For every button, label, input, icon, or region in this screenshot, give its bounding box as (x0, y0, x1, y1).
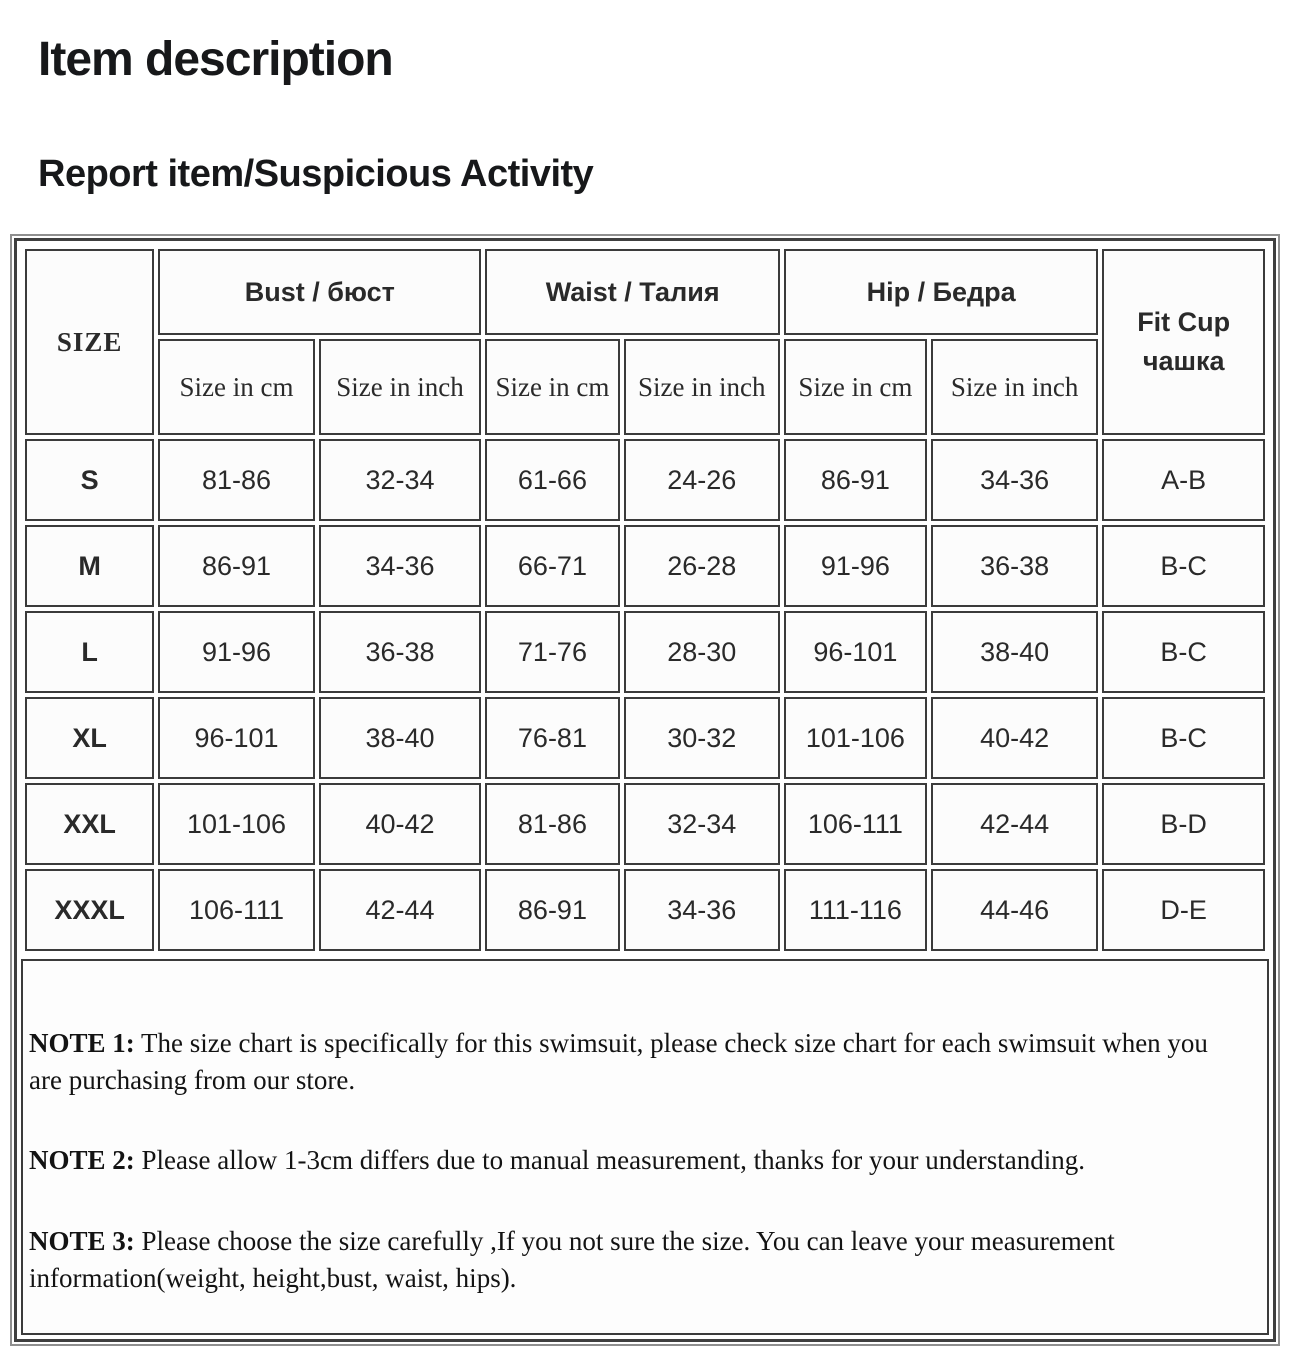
fit-cup-cell: D-E (1102, 869, 1265, 951)
table-row (25, 611, 1265, 693)
waist-cm-cell: 86-91 (485, 869, 619, 951)
note-3-label: NOTE 3: (29, 1226, 135, 1257)
hip-inch-cell: 40-42 (931, 697, 1099, 779)
table-row (25, 697, 1265, 779)
waist-group-header: Waist / Талия (485, 249, 780, 335)
bust-inch-cell: 38-40 (319, 697, 482, 779)
waist-inch-cell: 26-28 (624, 525, 780, 607)
hip-cm-cell: 106-111 (784, 783, 927, 865)
waist-cm-cell: 76-81 (485, 697, 619, 779)
waist-cm-cell: 81-86 (485, 783, 619, 865)
waist-cm-cell: 61-66 (485, 439, 619, 521)
hip-inch-header: Size in inch (931, 339, 1099, 435)
bust-inch-cell: 42-44 (319, 869, 482, 951)
note-1 (29, 1025, 1237, 1098)
waist-inch-cell: 30-32 (624, 697, 780, 779)
bust-inch-header: Size in inch (319, 339, 482, 435)
hip-inch-cell: 36-38 (931, 525, 1099, 607)
bust-cm-header: Size in cm (158, 339, 314, 435)
size-table-body (25, 439, 1265, 951)
table-row (25, 783, 1265, 865)
note-2 (29, 1142, 1237, 1179)
hip-cm-cell: 111-116 (784, 869, 927, 951)
description-frame (10, 234, 1280, 1346)
note-1-text: The size chart is specifically for this swimsuit, please check size chart for each swimsuit when you are purchasing from our store. (29, 1028, 1208, 1095)
bust-inch-cell: 36-38 (319, 611, 482, 693)
hip-inch-cell: 38-40 (931, 611, 1099, 693)
waist-cm-header: Size in cm (485, 339, 619, 435)
fit-cup-cell: B-C (1102, 697, 1265, 779)
bust-inch-cell: 32-34 (319, 439, 482, 521)
fit-cup-line2: чашка (1142, 346, 1225, 376)
size-cell: XL (25, 697, 154, 779)
report-item-link[interactable]: Report item/Suspicious Activity (38, 153, 594, 195)
fit-cup-cell: B-C (1102, 611, 1265, 693)
fit-cup-cell: A-B (1102, 439, 1265, 521)
waist-inch-cell: 32-34 (624, 783, 780, 865)
size-corner-header: SIZE (25, 249, 154, 435)
description-frame-inner (14, 238, 1276, 1342)
fit-cup-header (1102, 249, 1265, 435)
bust-cm-cell: 106-111 (158, 869, 314, 951)
bust-group-header: Bust / бюст (158, 249, 481, 335)
note-3 (29, 1223, 1237, 1296)
note-1-label: NOTE 1: (29, 1028, 135, 1058)
page-title: Item description (38, 33, 393, 86)
table-row (25, 869, 1265, 951)
size-cell: XXXL (25, 869, 154, 951)
size-chart-table (21, 245, 1269, 955)
bust-cm-cell: 91-96 (158, 611, 314, 693)
hip-group-header: Hip / Бедра (784, 249, 1098, 335)
sub-header-row (25, 339, 1265, 435)
hip-cm-cell: 91-96 (784, 525, 927, 607)
notes-box (21, 959, 1269, 1335)
hip-inch-cell: 34-36 (931, 439, 1099, 521)
size-cell: S (25, 439, 154, 521)
hip-cm-cell: 96-101 (784, 611, 927, 693)
hip-inch-cell: 44-46 (931, 869, 1099, 951)
fit-cup-line1: Fit Cup (1137, 307, 1231, 337)
bust-inch-cell: 34-36 (319, 525, 482, 607)
note-2-text: Please allow 1-3cm differs due to manual measurement, thanks for your understanding. (134, 1145, 1086, 1176)
table-row (25, 439, 1265, 521)
note-3-text: Please choose the size carefully ,If you not sure the size. You can leave your measurement information(weight, height,bust, waist, hips). (29, 1226, 1115, 1293)
bust-cm-cell: 96-101 (158, 697, 314, 779)
group-header-row (25, 249, 1265, 335)
size-cell: M (25, 525, 154, 607)
waist-inch-cell: 24-26 (624, 439, 780, 521)
table-row (25, 525, 1265, 607)
bust-cm-cell: 86-91 (158, 525, 314, 607)
hip-cm-header: Size in cm (784, 339, 927, 435)
fit-cup-cell: B-C (1102, 525, 1265, 607)
hip-inch-cell: 42-44 (931, 783, 1099, 865)
bust-cm-cell: 101-106 (158, 783, 314, 865)
bust-inch-cell: 40-42 (319, 783, 482, 865)
hip-cm-cell: 101-106 (784, 697, 927, 779)
fit-cup-cell: B-D (1102, 783, 1265, 865)
size-cell: L (25, 611, 154, 693)
waist-cm-cell: 71-76 (485, 611, 619, 693)
hip-cm-cell: 86-91 (784, 439, 927, 521)
size-cell: XXL (25, 783, 154, 865)
waist-inch-header: Size in inch (624, 339, 780, 435)
waist-cm-cell: 66-71 (485, 525, 619, 607)
note-2-label: NOTE 2: (29, 1145, 135, 1176)
waist-inch-cell: 34-36 (624, 869, 780, 951)
waist-inch-cell: 28-30 (624, 611, 780, 693)
bust-cm-cell: 81-86 (158, 439, 314, 521)
